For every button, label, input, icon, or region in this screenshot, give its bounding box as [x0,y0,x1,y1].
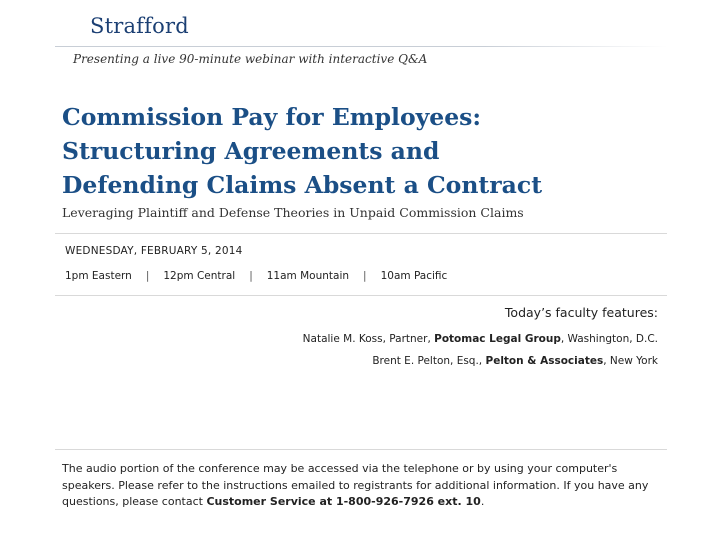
webinar-subtitle: Leveraging Plaintiff and Defense Theories in Unpaid Commission Claims [62,205,524,220]
divider-top [55,233,667,234]
webinar-title [62,100,662,202]
divider-bottom [55,449,667,450]
speaker-firm: Pelton & Associates [485,355,604,367]
speaker-firm: Potomac Legal Group [434,333,561,345]
title-line-3: Defending Claims Absent a Contract [62,171,543,199]
time-eastern: 1pm Eastern [65,270,132,282]
time-central: 12pm Central [163,270,236,282]
title-line-2: Structuring Agreements and [62,137,440,165]
footer-period: . [480,495,485,508]
header-divider [55,46,667,47]
title-line-1: Commission Pay for Employees: [62,103,482,131]
webinar-tagline: Presenting a live 90-minute webinar with interactive Q&A [73,52,428,66]
strafford-logo: Strafford [90,14,189,38]
speaker-koss [303,333,658,345]
time-mountain: 11am Mountain [266,270,350,282]
time-separator: | [249,270,253,282]
speaker-location: , New York [603,355,658,367]
time-separator: | [145,270,150,282]
speaker-name: Natalie M. Koss, Partner, [302,333,435,345]
divider-middle [55,295,667,296]
faculty-heading: Today’s faculty features: [504,305,658,320]
time-pacific: 10am Pacific [380,270,448,282]
time-separator: | [363,270,367,282]
time-zones-row [65,270,447,282]
speaker-name: Brent E. Pelton, Esq., [372,355,486,367]
audio-instructions-text: The audio portion of the conference may be accessed via the telephone or by using your computer's speakers. Please refer to the instructions emailed to registrants for additional information. If you have any questions, please contact [62,462,649,508]
speaker-pelton [372,355,658,367]
webinar-date: WEDNESDAY, FEBRUARY 5, 2014 [65,245,243,257]
audio-instructions [62,461,662,511]
customer-service-contact: Customer Service at 1-800-926-7926 ext. 10 [206,495,481,508]
speaker-location: , Washington, D.C. [560,333,658,345]
